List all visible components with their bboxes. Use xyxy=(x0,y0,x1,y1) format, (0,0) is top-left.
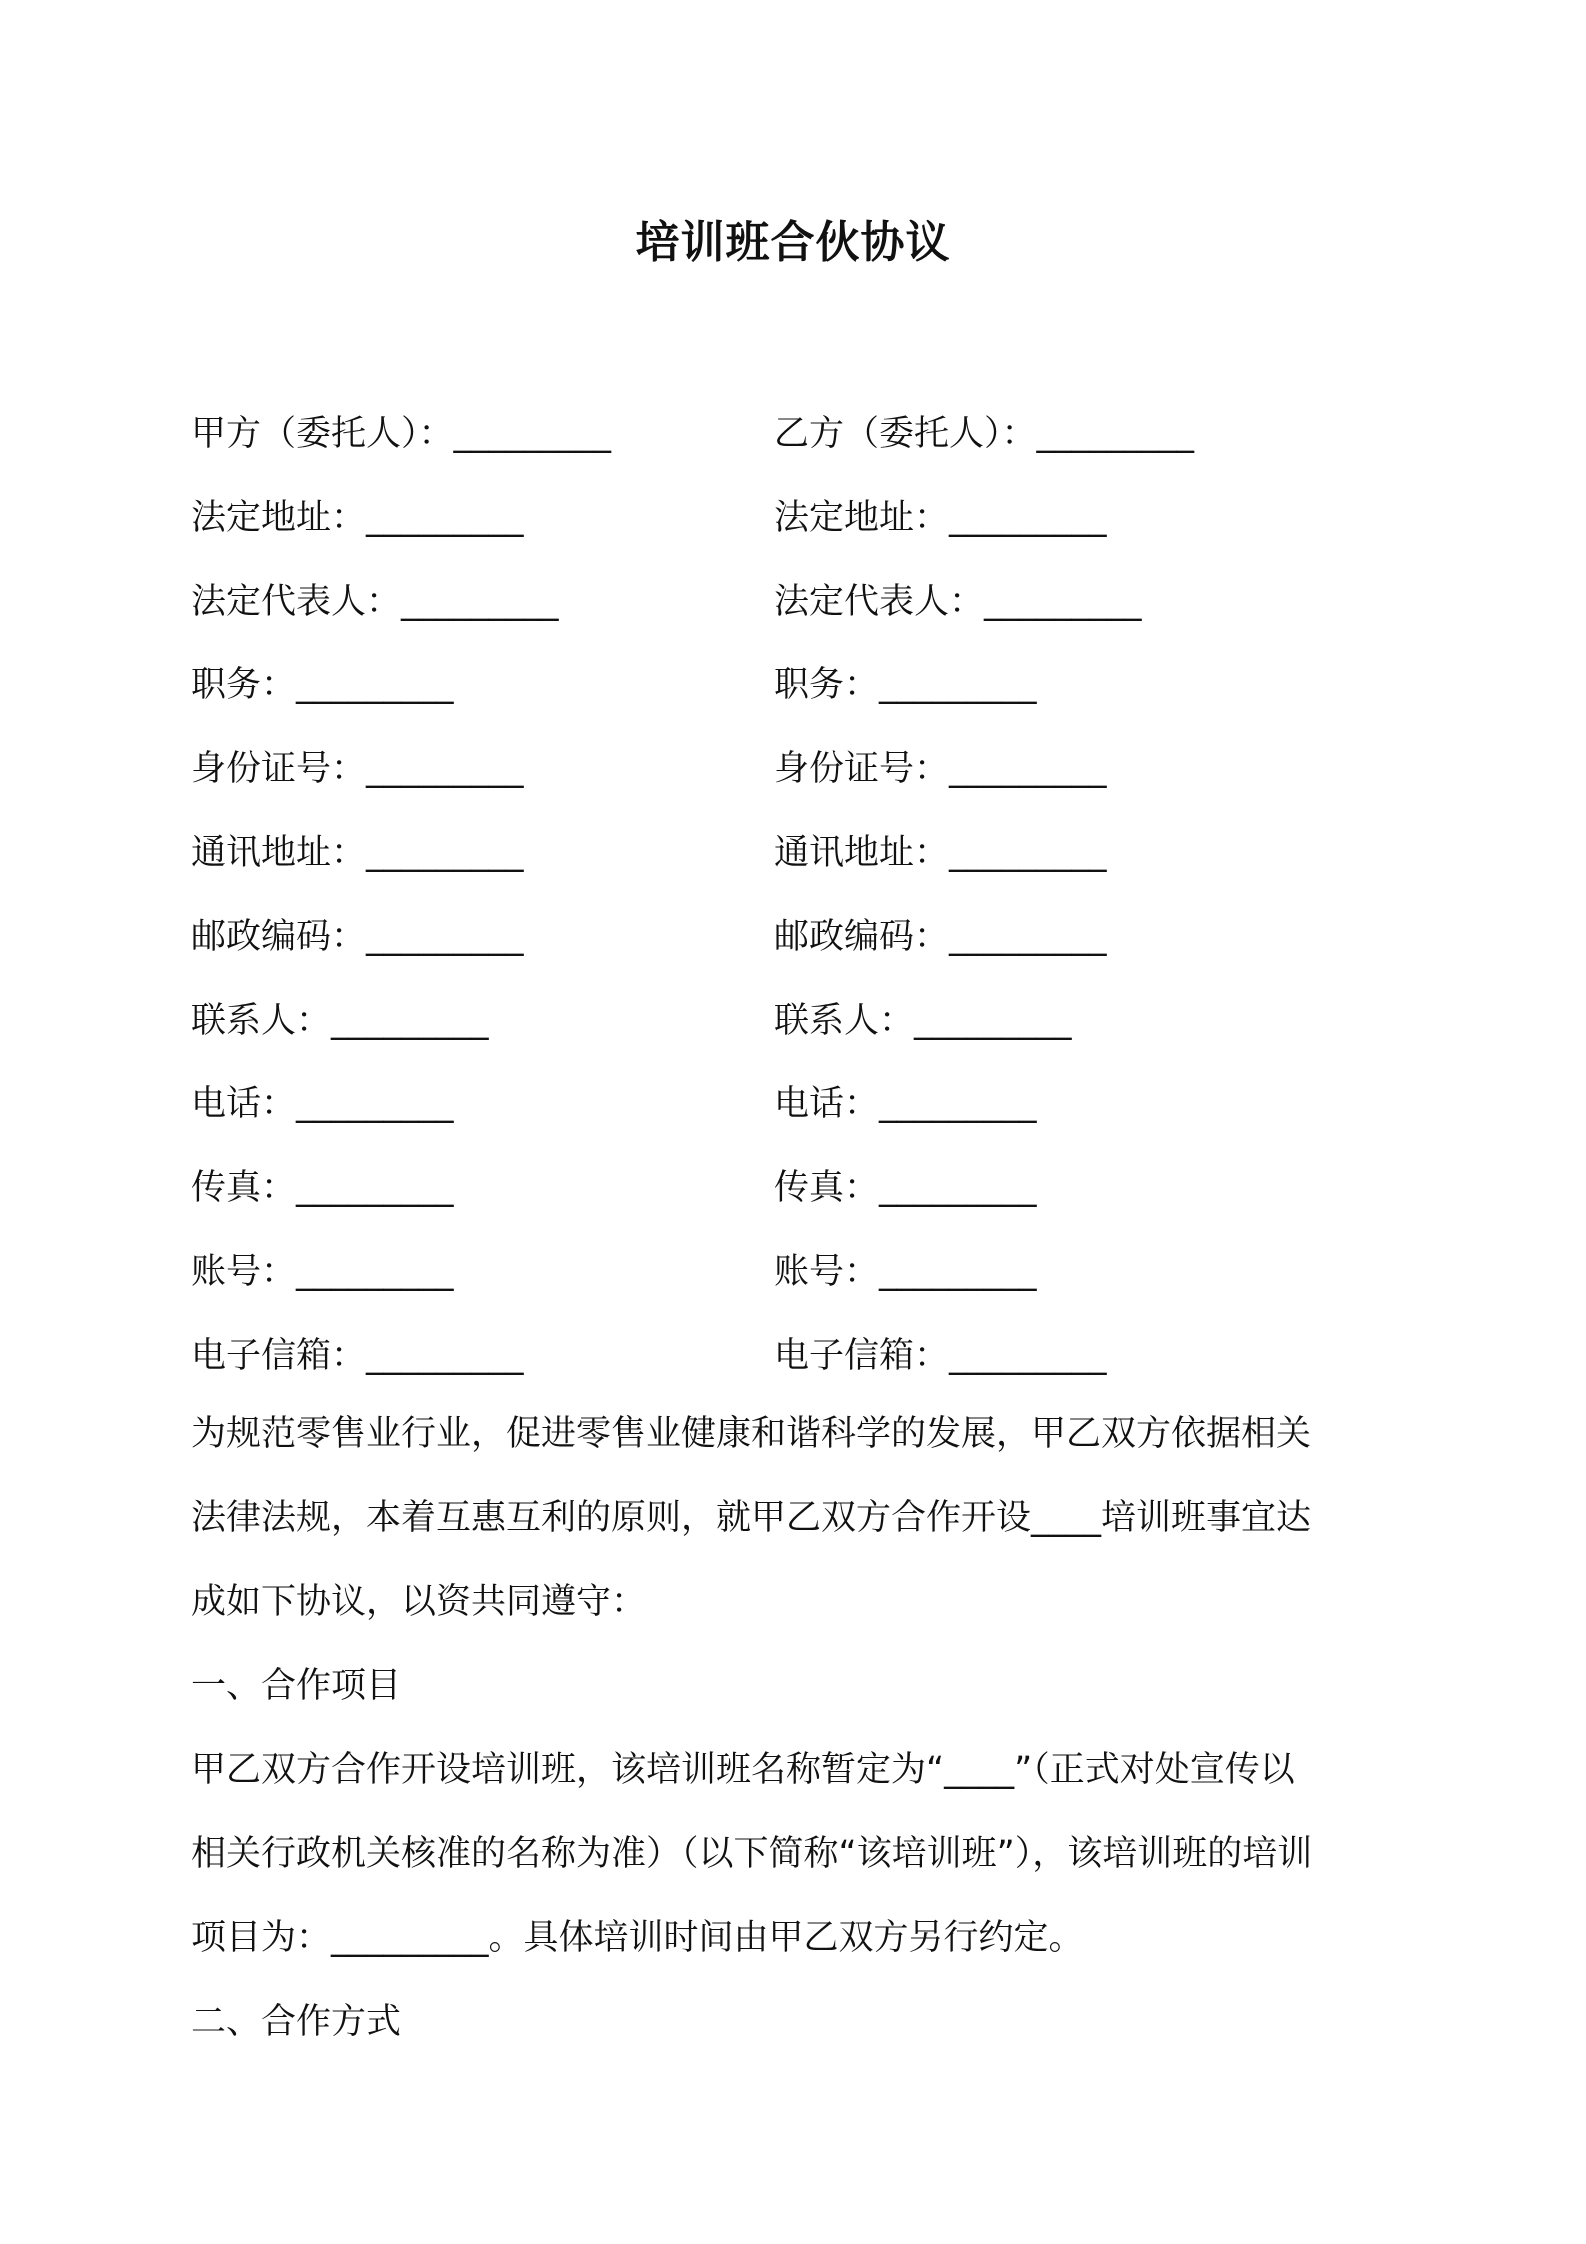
party-row xyxy=(191,488,1411,572)
party-row xyxy=(191,404,1411,488)
party-a-account-field: 账号：_________ xyxy=(191,1251,454,1292)
preamble-line: 法律法规，本着互惠互利的原则，就甲乙双方合作开设____培训班事宜达 xyxy=(191,1498,1312,1538)
party-row xyxy=(191,991,1411,1075)
section-one-line: 甲乙双方合作开设培训班，该培训班名称暂定为“____”（正式对处宣传以 xyxy=(191,1750,1295,1790)
party-b-legal-rep-field: 法定代表人：_________ xyxy=(774,581,1142,622)
party-b-email-field: 电子信箱：_________ xyxy=(774,1335,1107,1376)
section-heading-cooperation-project: 一、合作项目 xyxy=(191,1666,402,1706)
section-one-line: 项目为：_________。具体培训时间由甲乙双方另行约定。 xyxy=(191,1918,1084,1958)
party-row xyxy=(191,907,1411,991)
preamble-line: 成如下协议，以资共同遵守： xyxy=(191,1582,647,1622)
party-row xyxy=(191,655,1411,739)
party-b-position-field: 职务：_________ xyxy=(774,665,1037,706)
party-a-contact-field: 联系人：_________ xyxy=(191,1000,489,1041)
document-title: 培训班合伙协议 xyxy=(635,217,951,268)
section-heading-cooperation-method: 二、合作方式 xyxy=(191,2002,402,2042)
party-info-table xyxy=(191,404,1411,1410)
party-a-phone-field: 电话：_________ xyxy=(191,1084,454,1125)
party-a-id-number-field: 身份证号：_________ xyxy=(191,749,524,790)
party-row xyxy=(191,739,1411,823)
party-row xyxy=(191,823,1411,907)
party-b-fax-field: 传真：_________ xyxy=(774,1168,1037,1209)
agreement-body xyxy=(191,1404,1411,2076)
party-b-id-number-field: 身份证号：_________ xyxy=(774,749,1107,790)
section-one-line: 相关行政机关核准的名称为准）（以下简称“该培训班”），该培训班的培训 xyxy=(191,1834,1313,1874)
party-row xyxy=(191,1326,1411,1410)
party-a-mailing-address-field: 通讯地址：_________ xyxy=(191,832,524,873)
party-a-legal-rep-field: 法定代表人：_________ xyxy=(191,581,559,622)
party-b-mailing-address-field: 通讯地址：_________ xyxy=(774,832,1107,873)
party-b-principal-field: 乙方（委托人）：_________ xyxy=(774,414,1195,454)
party-row xyxy=(191,1158,1411,1242)
party-b-postal-code-field: 邮政编码：_________ xyxy=(774,916,1107,957)
party-row xyxy=(191,1242,1411,1326)
party-b-account-field: 账号：_________ xyxy=(774,1251,1037,1292)
party-a-legal-address-field: 法定地址：_________ xyxy=(191,497,524,538)
party-a-principal-field: 甲方（委托人）：_________ xyxy=(191,414,612,454)
party-row xyxy=(191,1074,1411,1158)
party-b-legal-address-field: 法定地址：_________ xyxy=(774,497,1107,538)
party-a-position-field: 职务：_________ xyxy=(191,665,454,706)
party-a-email-field: 电子信箱：_________ xyxy=(191,1335,524,1376)
party-a-postal-code-field: 邮政编码：_________ xyxy=(191,916,524,957)
party-b-phone-field: 电话：_________ xyxy=(774,1084,1037,1125)
party-a-fax-field: 传真：_________ xyxy=(191,1168,454,1209)
party-row xyxy=(191,572,1411,656)
party-b-contact-field: 联系人：_________ xyxy=(774,1000,1072,1041)
preamble-line: 为规范零售业行业，促进零售业健康和谐科学的发展，甲乙双方依据相关 xyxy=(191,1414,1312,1454)
